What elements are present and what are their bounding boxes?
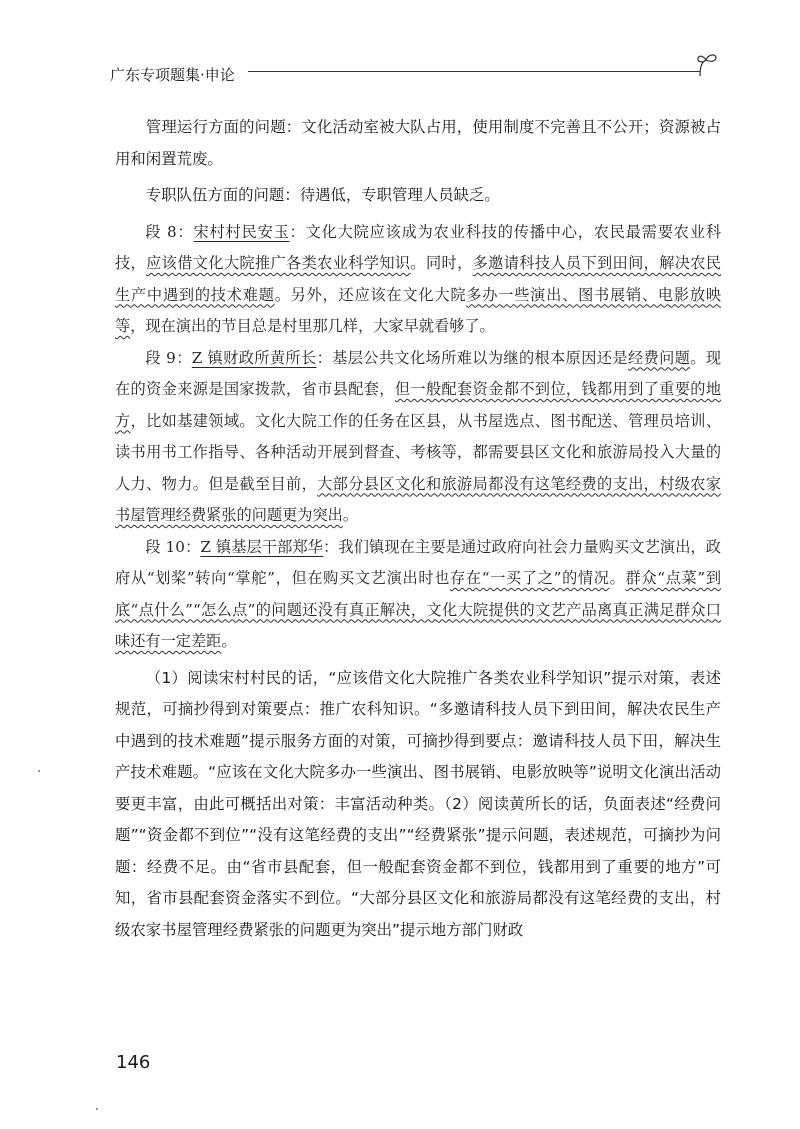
quote-text: ：文化大院应该成为农业科技的传播中心，农民最需要农业科技，: [115, 222, 722, 272]
paragraph-staff: 专职队伍方面的问题：待遇低，专职管理人员缺乏。: [145, 186, 500, 204]
analysis-paragraph: （1）阅读宋村村民的话，“应该借文化大院推广各类农业科学知识”提示对策，表述规范，可摘抄得到对策要点：推广农科知识。“多邀请科技人员下到田间，解决农民生产中遇到的技术难题”提示服务方面的对策，可摘抄得到要点：邀请科技人员下田，解决生产技术难题。“应该在文化大院多办一些演出、图书展销、电影放映等”说明文化演出活动要更丰富，由此可概括出对策：丰富活动种类。（2）阅读黄所长的话，负面表述“经费问题”“资金都不到位”“没有这笔经费的支出”“经费紧张”提示问题，表述规范，可摘抄为问题：经费不足。由“省市县配套，但一般配套资金都不到位，钱都用到了重要的地方”可知，省市县配套资金落实不到位。“大部分县区文化和旅游局都没有这笔经费的支出，村级农家书屋管理经费紧张的问题更为突出”提示地方部门财政: [115, 668, 721, 939]
underlined-phrase: 但一般配套资金都不到位，钱都用到了重要的地方: [115, 380, 722, 430]
quote-paragraph-9: [115, 343, 721, 532]
quote-text: 。同时，: [410, 254, 473, 272]
quote-text: 。另外，还应该在文化大院: [274, 285, 467, 304]
page-body: [115, 112, 721, 946]
paragraph-label: 段 8：: [145, 222, 194, 241]
quote-text: 。现在的资金来源是国家拨款，省市县配套，: [115, 348, 722, 398]
paragraph-management: 管理运行方面的问题：文化活动室被大队占用，使用制度不完善且不公开；资源被占用和闲置荒废。: [115, 118, 721, 168]
quote-text: ，现在演出的节目总是村里那几样，大家早就看够了。: [130, 317, 495, 335]
underlined-phrase: 经费问题: [627, 348, 691, 367]
speaker-name: Z 镇基层干部郑华: [200, 537, 324, 556]
underlined-phrase: 存在“一买了之”的情况: [450, 569, 610, 587]
paragraph-label: 段 10：: [145, 537, 201, 556]
sprout-icon: [696, 52, 718, 76]
paragraph-label: 段 9：: [145, 348, 192, 367]
running-header: [98, 56, 718, 86]
quote-text: ：基层公共文化场所难以为继的根本原因还是: [316, 348, 628, 367]
quote-paragraph-10: [115, 532, 721, 658]
quote-text: ：我们镇现在主要是通过政府向社会力量购买文艺演出，政府从“划桨”转向“掌舵”，但在购买文艺演出时也: [115, 537, 721, 587]
page-number: 146: [116, 1052, 151, 1073]
underlined-phrase: 群众“点菜”到底“点什么”“怎么点”的问题还没有真正解决，文化大院提供的文艺产品离真正满足群众口味还有一定差距: [115, 569, 722, 650]
quote-text: 。: [342, 506, 358, 524]
header-title: 广东专项题集·申论: [110, 66, 235, 84]
underlined-phrase: 大部分县区文化和旅游局都没有这笔经费的支出，村级农家书屋管理经费紧张的问题更为突出: [115, 474, 722, 524]
underlined-phrase: 多办一些演出、图书展销、电影放映等: [115, 285, 722, 335]
underlined-phrase: 多邀请科技人员下到田间，解决农民生产中遇到的技术难题: [115, 254, 722, 304]
underlined-phrase: 应该借文化大院推广各类农业科学知识: [146, 254, 411, 272]
quote-text: 。: [221, 632, 237, 650]
scan-speck: [38, 770, 40, 772]
scan-speck: [96, 1108, 98, 1110]
header-rule: [248, 71, 700, 72]
quote-text: 。: [609, 569, 626, 587]
speaker-name: 宋村村民安玉: [193, 222, 290, 241]
quote-paragraph-8: [115, 217, 721, 343]
quote-text: ，比如基建领域。文化大院工作的任务在区县，从书屋选点、图书配送、管理员培训、读书用书工作指导、各种活动开展到督查、考核等，都需要县区文化和旅游局投入大量的人力、物力。但是截至目前，: [115, 411, 722, 493]
speaker-name: Z 镇财政所黄所长: [191, 348, 317, 367]
